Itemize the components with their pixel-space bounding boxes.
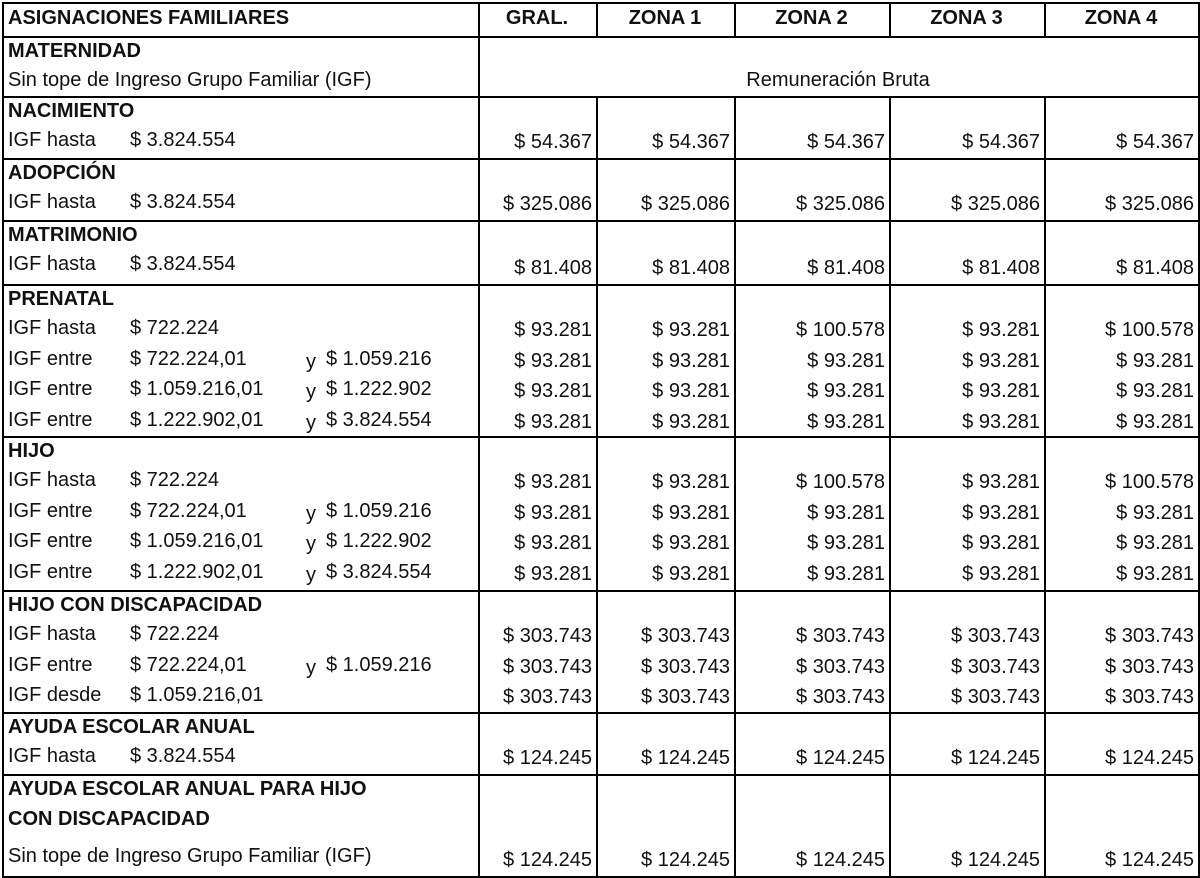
column-rule (1044, 2, 1046, 36)
igf-amount: $ 3.824.554 (130, 253, 236, 275)
section-title: AYUDA ESCOLAR ANUAL (8, 716, 255, 738)
column-rule (1044, 96, 1046, 878)
igf-amount: $ 3.824.554 (130, 129, 236, 151)
value-cell: $ 54.367 (652, 131, 730, 153)
value-cell: $ 54.367 (1116, 131, 1194, 153)
row-label: IGF entre (8, 499, 93, 522)
column-rule (734, 96, 736, 878)
value-cell: $ 81.408 (807, 257, 885, 279)
value-cell: $ 93.281 (962, 380, 1040, 403)
igf-amount-upper: $ 3.824.554 (326, 560, 432, 583)
value-cell: $ 124.245 (503, 747, 592, 769)
igf-amount: $ 1.059.216,01 (130, 378, 264, 401)
section-title: CON DISCAPACIDAD (8, 808, 210, 830)
igf-amount: $ 3.824.554 (130, 191, 236, 213)
value-cell: $ 303.743 (951, 686, 1040, 709)
conjunction: y (306, 381, 316, 404)
value-cell: $ 93.281 (807, 562, 885, 585)
row-rule (2, 96, 1200, 98)
igf-amount: $ 722.224,01 (130, 499, 247, 522)
section-title: MATERNIDAD (8, 40, 141, 62)
value-cell: $ 93.281 (1116, 349, 1194, 372)
row-rule (2, 220, 1200, 222)
value-cell: $ 303.743 (951, 625, 1040, 647)
value-cell: $ 124.245 (1105, 849, 1194, 871)
table-title: ASIGNACIONES FAMILIARES (8, 7, 290, 29)
value-cell: $ 303.743 (503, 625, 592, 647)
value-cell: $ 93.281 (1116, 410, 1194, 433)
row-rule (2, 2, 1200, 4)
value-cell: $ 93.281 (1116, 562, 1194, 585)
value-cell: $ 93.281 (807, 410, 885, 433)
value-cell: $ 93.281 (962, 532, 1040, 555)
row-label: IGF entre (8, 560, 93, 583)
row-label: IGF desde (8, 684, 102, 707)
value-cell: $ 93.281 (652, 562, 730, 585)
value-cell: $ 124.245 (951, 849, 1040, 871)
value-cell: $ 93.281 (652, 410, 730, 433)
value-cell: $ 93.281 (514, 532, 592, 555)
value-cell: $ 303.743 (796, 625, 885, 647)
value-cell: $ 81.408 (652, 257, 730, 279)
value-cell: $ 93.281 (1116, 501, 1194, 524)
value-cell: $ 93.281 (962, 349, 1040, 372)
value-cell: $ 303.743 (1105, 655, 1194, 678)
igf-amount: $ 722.224 (130, 469, 219, 491)
value-cell: $ 93.281 (807, 380, 885, 403)
column-header-zona-2: ZONA 2 (775, 7, 848, 29)
value-cell: $ 54.367 (962, 131, 1040, 153)
row-label: IGF entre (8, 408, 93, 431)
column-rule (889, 2, 891, 36)
row-label: IGF hasta (8, 469, 96, 491)
column-header-zona-3: ZONA 3 (930, 7, 1003, 29)
value-cell: $ 100.578 (1105, 319, 1194, 341)
row-rule (2, 712, 1200, 714)
section-title: AYUDA ESCOLAR ANUAL PARA HIJO (8, 778, 367, 800)
value-cell: $ 325.086 (1105, 193, 1194, 215)
value-cell: $ 81.408 (1116, 257, 1194, 279)
igf-amount: $ 722.224,01 (130, 653, 247, 676)
section-title: ADOPCIÓN (8, 162, 116, 184)
igf-amount-upper: $ 1.059.216 (326, 653, 432, 676)
value-cell: $ 303.743 (641, 655, 730, 678)
value-cell: $ 93.281 (514, 562, 592, 585)
value-cell: $ 93.281 (652, 501, 730, 524)
value-cell: $ 303.743 (796, 655, 885, 678)
value-cell: $ 93.281 (652, 380, 730, 403)
value-cell: $ 93.281 (807, 532, 885, 555)
column-header-zona-4: ZONA 4 (1084, 7, 1158, 29)
row-label: IGF entre (8, 653, 93, 676)
column-rule (596, 96, 598, 878)
value-cell: $ 93.281 (962, 501, 1040, 524)
value-cell: $ 93.281 (514, 380, 592, 403)
value-cell: $ 93.281 (652, 471, 730, 493)
igf-amount: $ 1.222.902,01 (130, 408, 264, 431)
value-cell: $ 325.086 (951, 193, 1040, 215)
column-rule (596, 2, 598, 36)
merged-cell-remuneracion: Remuneración Bruta (746, 69, 930, 91)
row-rule (2, 436, 1200, 438)
value-cell: $ 325.086 (641, 193, 730, 215)
value-cell: $ 124.245 (796, 849, 885, 871)
value-cell: $ 303.743 (641, 625, 730, 647)
row-label: IGF entre (8, 530, 93, 553)
row-label: Sin tope de Ingreso Grupo Familiar (IGF) (8, 845, 372, 867)
row-rule (2, 774, 1200, 776)
value-cell: $ 124.245 (641, 747, 730, 769)
row-label: IGF hasta (8, 317, 96, 339)
value-cell: $ 93.281 (962, 471, 1040, 493)
igf-amount: $ 1.222.902,01 (130, 560, 264, 583)
value-cell: $ 100.578 (1105, 471, 1194, 493)
igf-amount: $ 722.224 (130, 317, 219, 339)
igf-amount-upper: $ 1.059.216 (326, 499, 432, 522)
value-cell: $ 100.578 (796, 471, 885, 493)
value-cell: $ 124.245 (1105, 747, 1194, 769)
value-cell: $ 93.281 (652, 319, 730, 341)
row-rule (2, 158, 1200, 160)
value-cell: $ 93.281 (514, 410, 592, 433)
value-cell: $ 303.743 (951, 655, 1040, 678)
row-label: IGF hasta (8, 623, 96, 645)
column-rule (478, 2, 480, 878)
row-rule (2, 590, 1200, 592)
value-cell: $ 303.743 (1105, 625, 1194, 647)
value-cell: $ 124.245 (796, 747, 885, 769)
value-cell: $ 124.245 (503, 849, 592, 871)
igf-amount: $ 3.824.554 (130, 745, 236, 767)
value-cell: $ 303.743 (503, 686, 592, 709)
conjunction: y (306, 350, 316, 373)
value-cell: $ 303.743 (641, 686, 730, 709)
conjunction: y (306, 533, 316, 556)
row-label: IGF entre (8, 378, 93, 401)
section-title: MATRIMONIO (8, 224, 138, 246)
value-cell: $ 303.743 (503, 655, 592, 678)
section-title: HIJO CON DISCAPACIDAD (8, 594, 263, 616)
igf-amount-upper: $ 1.222.902 (326, 378, 432, 401)
value-cell: $ 54.367 (807, 131, 885, 153)
value-cell: $ 93.281 (1116, 532, 1194, 555)
conjunction: y (306, 563, 316, 586)
igf-amount-upper: $ 3.824.554 (326, 408, 432, 431)
column-rule (734, 2, 736, 36)
section-title: HIJO (8, 440, 55, 462)
value-cell: $ 124.245 (641, 849, 730, 871)
igf-amount: $ 722.224 (130, 623, 219, 645)
row-rule (2, 36, 1200, 38)
conjunction: y (306, 656, 316, 679)
igf-amount: $ 1.059.216,01 (130, 530, 264, 553)
row-label: IGF hasta (8, 129, 96, 151)
row-label: IGF hasta (8, 191, 96, 213)
value-cell: $ 93.281 (962, 562, 1040, 585)
column-rule (889, 96, 891, 878)
value-cell: $ 325.086 (796, 193, 885, 215)
value-cell: $ 93.281 (514, 501, 592, 524)
value-cell: $ 93.281 (1116, 380, 1194, 403)
value-cell: $ 93.281 (962, 410, 1040, 433)
value-cell: $ 93.281 (652, 532, 730, 555)
section-title: PRENATAL (8, 288, 114, 310)
igf-amount: $ 722.224,01 (130, 347, 247, 370)
row-label: IGF hasta (8, 745, 96, 767)
value-cell: $ 93.281 (807, 501, 885, 524)
value-cell: $ 124.245 (951, 747, 1040, 769)
igf-amount-upper: $ 1.222.902 (326, 530, 432, 553)
value-cell: $ 303.743 (796, 686, 885, 709)
value-cell: $ 81.408 (514, 257, 592, 279)
value-cell: $ 93.281 (652, 349, 730, 372)
igf-amount-upper: $ 1.059.216 (326, 347, 432, 370)
conjunction: y (306, 502, 316, 525)
column-header-zona-1: ZONA 1 (628, 7, 702, 29)
value-cell: $ 81.408 (962, 257, 1040, 279)
igf-amount: $ 1.059.216,01 (130, 684, 264, 707)
row-label: IGF hasta (8, 253, 96, 275)
section-title: NACIMIENTO (8, 100, 135, 122)
column-rule (2, 2, 4, 878)
value-cell: $ 93.281 (514, 319, 592, 341)
value-cell: $ 93.281 (962, 319, 1040, 341)
row-label: IGF entre (8, 347, 93, 370)
value-cell: $ 93.281 (514, 349, 592, 372)
row-label: Sin tope de Ingreso Grupo Familiar (IGF) (8, 69, 372, 91)
value-cell: $ 100.578 (796, 319, 885, 341)
value-cell: $ 303.743 (1105, 686, 1194, 709)
conjunction: y (306, 411, 316, 434)
row-rule (2, 284, 1200, 286)
value-cell: $ 325.086 (503, 193, 592, 215)
column-header-gral: GRAL. (505, 7, 569, 29)
value-cell: $ 93.281 (514, 471, 592, 493)
value-cell: $ 93.281 (807, 349, 885, 372)
value-cell: $ 54.367 (514, 131, 592, 153)
